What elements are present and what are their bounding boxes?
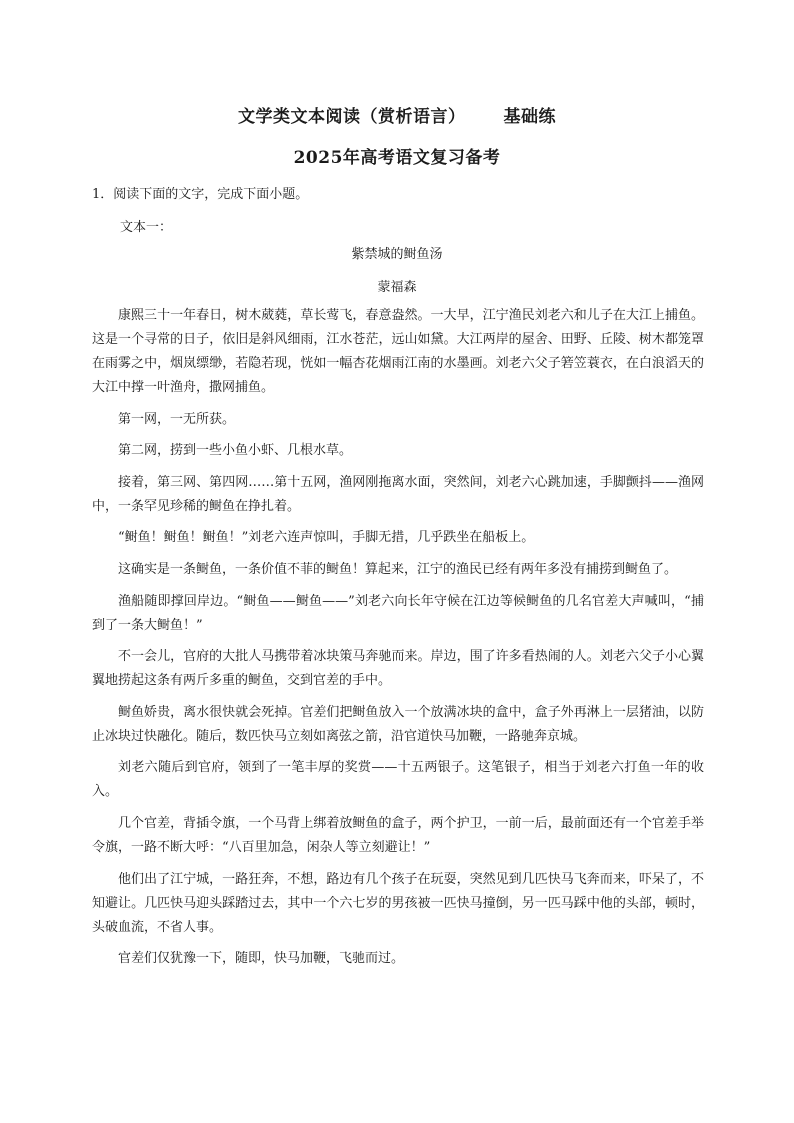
paragraph: 第二网，捞到一些小鱼小虾、几根水草。: [118, 443, 353, 459]
paragraph: 这确实是一条鲥鱼，一条价值不菲的鲥鱼！算起来，江宁的渔民已经有两年多没有捕捞到鲥鱼了。: [118, 561, 678, 577]
paragraph: 几个官差，背插令旗，一个马背上绑着放鲥鱼的盒子，两个护卫，一前一后，最前面还有一个官差手举令旗，一路不断大呼：“八百里加急，闲杂人等立刻避让！”: [92, 815, 704, 855]
paragraph: 鲥鱼娇贵，离水很快就会死掉。官差们把鲥鱼放入一个放满冰块的盒中，盒子外再淋上一层猪油，以防止冰块过快融化。随后，数匹快马立刻如离弦之箭，沿官道快马加鞭，一路驰奔京城。: [92, 704, 704, 744]
paragraph: 接着，第三网、第四网……第十五网，渔网刚拖离水面，突然间，刘老六心跳加速，手脚颤抖——渔网中，一条罕见珍稀的鲥鱼在挣扎着。: [92, 474, 704, 514]
paragraph: 刘老六随后到官府，领到了一笔丰厚的奖赏——十五两银子。这笔银子，相当于刘老六打鱼一年的收入。: [92, 760, 704, 800]
question-intro: 1．阅读下面的文字，完成下面小题。: [92, 187, 309, 202]
title-topic: 文学类文本阅读（赏析语言）: [238, 107, 466, 127]
paragraph: 康熙三十一年春日，树木葳蕤，草长莺飞，春意盎然。一大早，江宁渔民刘老六和儿子在大江上捕鱼。这是一个寻常的日子，依旧是斜风细雨，江水苍茫，远山如黛。大江两岸的屋舍、田野、丘陵、树木都笼罩在雨雾之中，烟岚缥缈，若隐若现，恍如一幅杏花烟雨江南的水墨画。刘老六父子箬笠蓑衣，在白浪滔天的大江中撑一叶渔舟，撒网捕鱼。: [92, 308, 704, 395]
document-title: [0, 102, 794, 127]
story-author: 蒙福森: [377, 280, 417, 295]
paragraph: “鲥鱼！鲥鱼！鲥鱼！”刘老六连声惊叫，手脚无措，几乎跌坐在船板上。: [118, 530, 535, 546]
paragraph: 不一会儿，官府的大批人马携带着冰块策马奔驰而来。岸边，围了许多看热闹的人。刘老六父子小心翼翼地捞起这条有两斤多重的鲥鱼，交到官差的手中。: [92, 649, 704, 689]
title-level: 基础练: [503, 107, 556, 127]
paragraph: 渔船随即撑回岸边。“鲥鱼——鲥鱼——”刘老六向长年守候在江边等候鲥鱼的几名官差大声喊叫，“捕到了一条大鲥鱼！”: [92, 593, 704, 633]
story-body: [92, 304, 704, 979]
text-label: 文本一：: [120, 220, 173, 235]
document-subtitle: 2025年高考语文复习备考: [293, 148, 501, 168]
paragraph: 他们出了江宁城，一路狂奔，不想，路边有几个孩子在玩耍，突然见到几匹快马飞奔而来，吓呆了，不知避让。几匹快马迎头踩踏过去，其中一个六七岁的男孩被一匹快马撞倒，另一匹马踩中他的头部，顿时，头破血流，不省人事。: [92, 871, 704, 935]
story-title: 紫禁城的鲥鱼汤: [351, 247, 443, 262]
paragraph: 第一网，一无所获。: [118, 411, 236, 427]
paragraph: 官差们仅犹豫一下，随即，快马加鞭，飞驰而过。: [118, 951, 405, 967]
